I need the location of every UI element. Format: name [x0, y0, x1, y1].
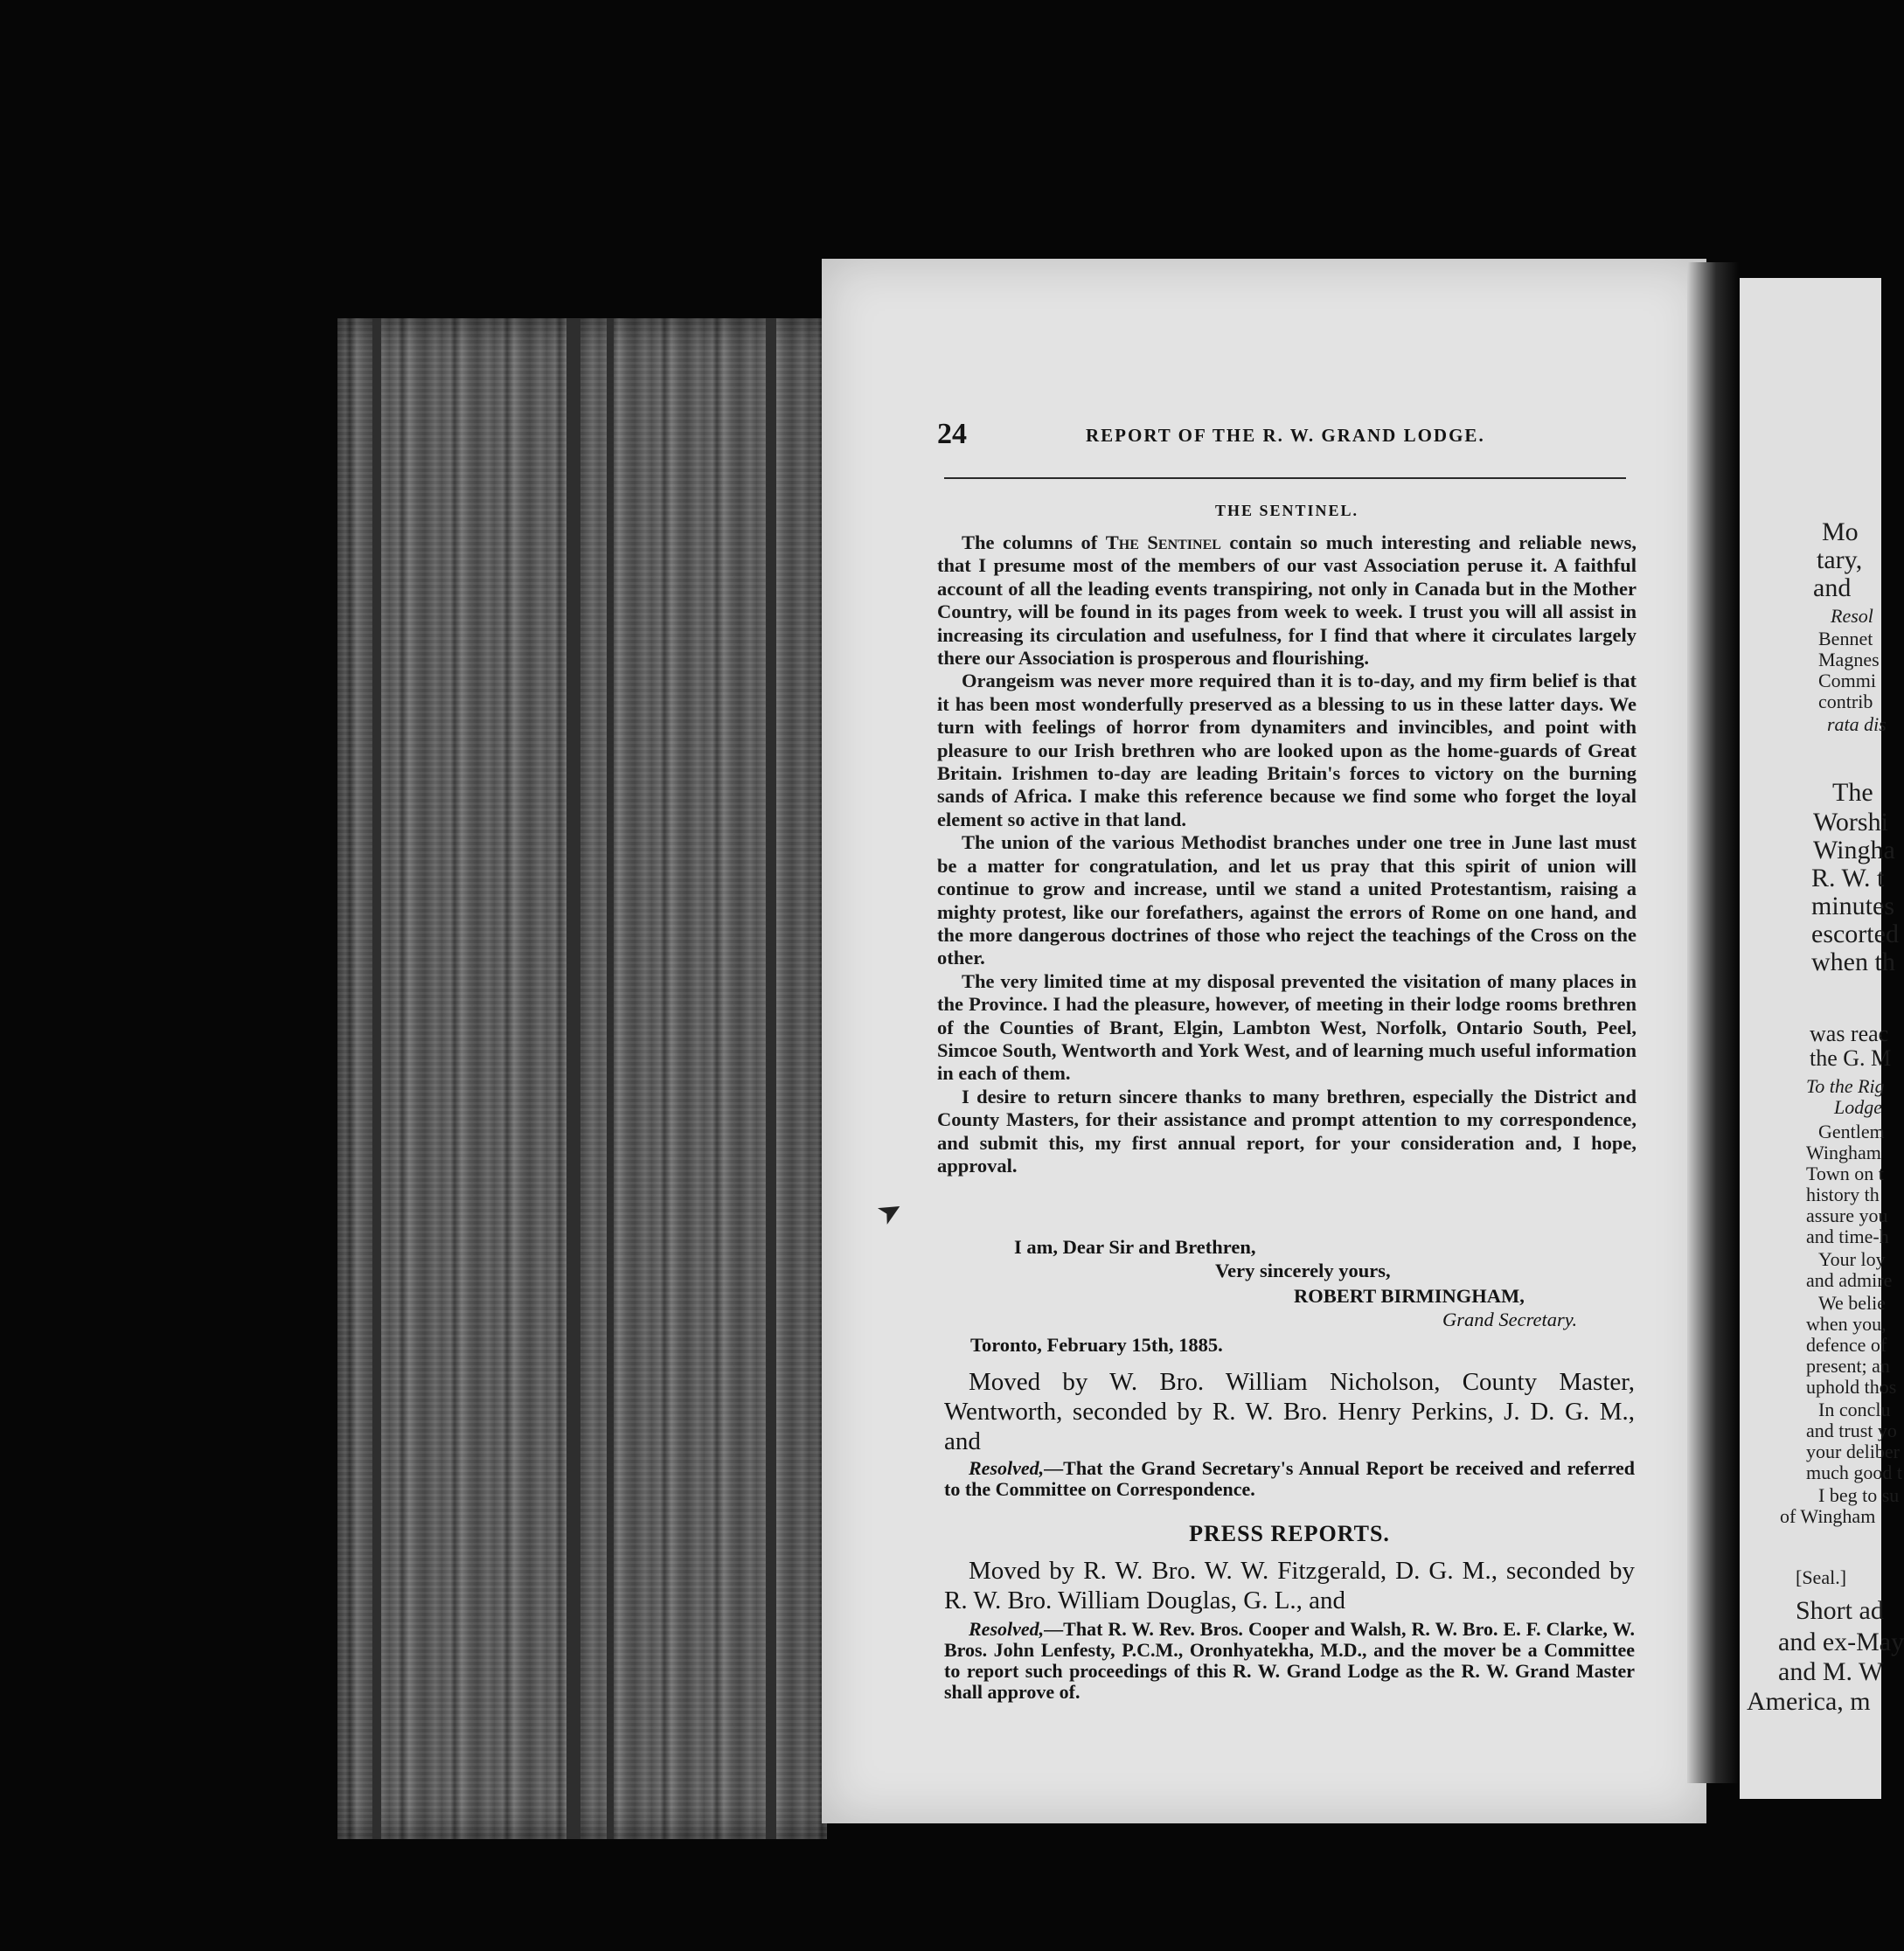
next-page-text: and time-h	[1806, 1225, 1889, 1247]
paragraph	[937, 531, 1636, 670]
next-page-text: of Wingham	[1780, 1505, 1876, 1527]
next-page-text: and ex-May	[1778, 1628, 1904, 1656]
paragraph: I desire to return sincere thanks to many brethren, especially the District and County Masters, for their assistance and prompt attention to my correspondence, and submit this, my first annual report, for your consideration and, I hope, approval.	[937, 1085, 1636, 1177]
running-head	[937, 418, 1619, 453]
next-page-text: tary,	[1817, 545, 1863, 574]
next-page-text: much good t	[1806, 1462, 1902, 1483]
motion-text	[944, 1367, 1635, 1456]
next-page-text: Your loy	[1818, 1248, 1886, 1270]
resolution	[944, 1458, 1635, 1500]
next-page-text: I beg to su	[1818, 1484, 1900, 1506]
motion-body: Moved by W. Bro. William Nicholson, County Master, Wentworth, seconded by R. W. Bro. Henry Perkins, J. D. G. M., and	[944, 1368, 1635, 1455]
paragraph-text: The columns of	[962, 531, 1106, 553]
next-page-text: and M. W	[1778, 1657, 1884, 1686]
resolved-lead: Resolved,	[969, 1618, 1045, 1640]
next-page-text: We belie	[1818, 1292, 1887, 1314]
next-page-text: minutes	[1811, 892, 1894, 920]
next-page-text: Mo	[1822, 517, 1859, 546]
next-page-text: the G. M	[1810, 1045, 1892, 1071]
resolved-lead: Resolved,	[969, 1457, 1045, 1479]
next-page-text: and trust yo	[1806, 1420, 1897, 1441]
signature-title: Grand Secretary.	[1442, 1309, 1578, 1330]
valediction: Very sincerely yours,	[1215, 1260, 1391, 1281]
book-gutter	[1687, 262, 1740, 1783]
next-page-text: Wingha	[1813, 836, 1895, 864]
next-page-text: when th	[1811, 948, 1895, 976]
motion-text	[944, 1556, 1635, 1615]
next-page-text: Resol	[1831, 605, 1873, 627]
next-page-text: and admire	[1806, 1269, 1893, 1291]
resolved-body: —That the Grand Secretary's Annual Report be received and referred to the Committee on Correspondence.	[944, 1457, 1635, 1500]
header-rule	[944, 477, 1626, 479]
resolved-body: —That R. W. Rev. Bros. Cooper and Walsh, R. W. Bro. E. F. Clarke, W. Bros. John Lenfesty, P.C.M., Oronhyatekha, M.D., and the mover be a Committee to report such proceedings of this R. W. Grand Lodge as the R. W. Grand Master shall approve of.	[944, 1618, 1635, 1703]
paragraph: The very limited time at my disposal prevented the visitation of many places in the Province. I had the pleasure, however, of meeting in their lodge rooms brethren of the Counties of Brant, Elgin, Lambton West, Norfolk, Ontario South, Peel, Simcoe South, Wentworth and York West, and of learning much useful information in each of them.	[937, 969, 1636, 1085]
next-page-text: escorted	[1811, 920, 1899, 948]
next-page-text: Town on t	[1806, 1163, 1884, 1184]
newspaper-name: The Sentinel	[1105, 531, 1221, 553]
next-page-text: Commi	[1818, 670, 1877, 691]
next-page-text: assure you	[1806, 1205, 1888, 1226]
next-page-text: To the Rig	[1806, 1075, 1885, 1097]
next-page-text: The	[1832, 778, 1873, 807]
signature: ROBERT BIRMINGHAM,	[1294, 1285, 1525, 1307]
salutation: I am, Dear Sir and Brethren,	[1014, 1236, 1256, 1258]
next-page-text: Wingham	[1806, 1142, 1881, 1163]
paragraph: The union of the various Methodist branches under one tree in June last must be a matter for congratulation, and let us pray that this spirit of union will continue to grow and increase, until we stand a united Protestantism, raising a mighty protest, like our forefathers, against the errors of Rome on one hand, and the more dangerous doctrines of those who reject the teachings of the Cross on the other.	[937, 831, 1636, 969]
next-page-text: Gentlem	[1818, 1121, 1885, 1142]
section-title: THE SENTINEL.	[1214, 502, 1359, 519]
place-date: Toronto, February 15th, 1885.	[970, 1334, 1223, 1356]
next-page-text: America, m	[1747, 1687, 1871, 1716]
paragraph: Orangeism was never more required than it is to-day, and my firm belief is that it has been most wonderfully preserved as a blessing to us in these latter days. We turn with feelings of horror from dynamiters and invincibles, and point with pleasure to our Irish brethren who are looked upon as the home-guards of Great Britain. Irishmen to-day are leading Britain's forces to victory on the burning sands of Africa. I make this reference because we find some who forget the loyal element so active in that land.	[937, 670, 1636, 830]
book-page-edges	[337, 318, 827, 1839]
edge-band	[607, 318, 614, 1839]
next-page-text: history th	[1806, 1184, 1880, 1205]
next-page-text: R. W. t	[1811, 864, 1885, 892]
next-page-text: contrib	[1818, 691, 1873, 712]
next-page-text: [Seal.]	[1796, 1566, 1847, 1588]
edge-band	[566, 318, 580, 1839]
next-page-text: In conclu	[1818, 1399, 1891, 1420]
resolution	[944, 1619, 1635, 1703]
next-page-text: Short ad	[1796, 1596, 1884, 1625]
next-page-text: and	[1813, 573, 1852, 602]
next-page-text: Lodge	[1834, 1096, 1882, 1118]
next-page-text: uphold thos	[1806, 1376, 1897, 1398]
next-page-text: Magnes	[1818, 649, 1880, 670]
paragraph-text: contain so much interesting and reliable news, that I presume most of the members of our vast Association peruse it. A faithful account of all the leading events transpiring, not only in Canada but in the Mother Country, will be found in its pages from week to week. I trust you will all assist in increasing its circulation and usefulness, for I find that where it circulates largely there our Association is prosperous and flourishing.	[937, 531, 1636, 670]
edge-band	[372, 318, 381, 1839]
edge-band	[766, 318, 776, 1839]
margin-mark-icon: ➤	[871, 1191, 910, 1232]
motion-body: Moved by R. W. Bro. W. W. Fitzgerald, D. G. M., seconded by R. W. Bro. William Douglas, G. L., and	[944, 1557, 1635, 1614]
next-page-text: present; an	[1806, 1355, 1890, 1377]
next-page-text: Bennet	[1818, 628, 1873, 649]
next-page-text: Worshi	[1813, 808, 1888, 837]
running-head-title: REPORT OF THE R. W. GRAND LODGE.	[1086, 425, 1485, 446]
press-reports-heading: PRESS REPORTS.	[1189, 1521, 1390, 1546]
next-page-text: when you,	[1806, 1313, 1887, 1335]
next-page-text: was reac	[1810, 1021, 1889, 1046]
next-page-text: your deliber	[1806, 1441, 1900, 1462]
next-page-text: defence of	[1806, 1334, 1887, 1356]
right-page-fragment	[1740, 278, 1904, 1799]
report-body	[937, 531, 1636, 1177]
page-number: 24	[937, 418, 967, 450]
next-page-text: rata dis	[1827, 713, 1887, 735]
